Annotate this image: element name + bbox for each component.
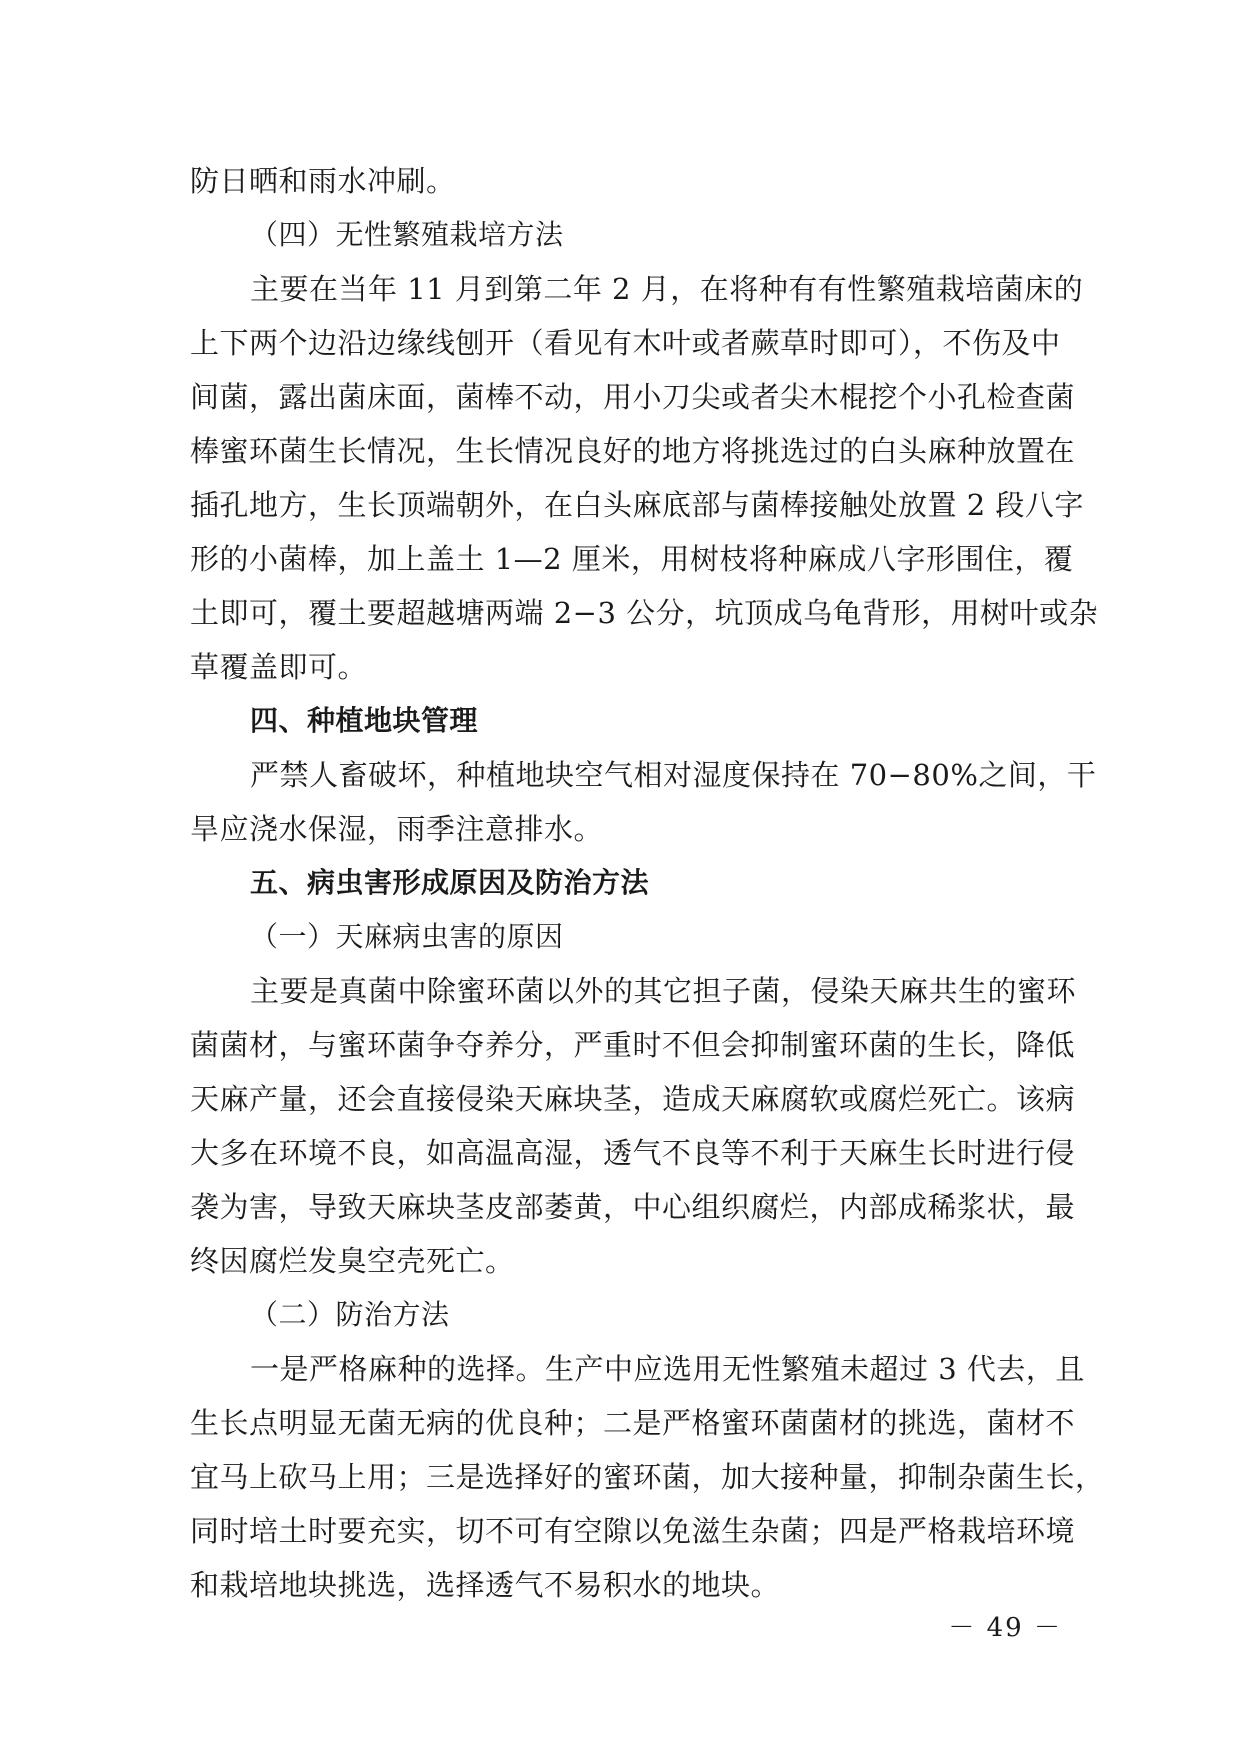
section-heading [190, 856, 1050, 910]
paragraph [190, 748, 1097, 856]
text-line: 终因腐烂发臭空壳死亡。 [190, 1244, 515, 1278]
paragraph [190, 262, 1099, 694]
text-line: 四、种植地块管理 [250, 704, 479, 737]
text-line: 菌菌材，与蜜环菌争夺养分，严重时不但会抑制蜜环菌的生长，降低 [190, 1028, 1076, 1062]
text-line: 同时培土时要充实，切不可有空隙以免滋生杂菌；四是严格栽培环境 [190, 1514, 1076, 1548]
text-line: （一）天麻病虫害的原因 [250, 920, 564, 953]
section-subheading [190, 1288, 1050, 1342]
text-line: 土即可，覆土要超越塘两端 2−3 公分，坑顶成乌龟背形，用树叶或杂 [190, 596, 1099, 630]
text-line: 防日晒和雨水冲刷。 [190, 164, 456, 198]
text-line: 插孔地方，生长顶端朝外，在白头麻底部与菌棒接触处放置 2 段八字 [190, 488, 1084, 522]
text-line: 生长点明显无菌无病的优良种；二是严格蜜环菌菌材的挑选，菌材不 [190, 1406, 1076, 1440]
text-line: 间菌，露出菌床面，菌棒不动，用小刀尖或者尖木棍挖个小孔检查菌 [190, 380, 1076, 414]
text-line: 旱应浇水保湿，雨季注意排水。 [190, 812, 604, 846]
text-line: 主要是真菌中除蜜环菌以外的其它担子菌，侵染天麻共生的蜜环 [250, 974, 1077, 1008]
text-line: 宜马上砍马上用；三是选择好的蜜环菌，加大接种量，抑制杂菌生长， [190, 1460, 1105, 1494]
section-heading [190, 694, 1050, 748]
text-line: 棒蜜环菌生长情况，生长情况良好的地方将挑选过的白头麻种放置在 [190, 434, 1076, 468]
text-line: 天麻产量，还会直接侵染天麻块茎，造成天麻腐软或腐烂死亡。该病 [190, 1082, 1076, 1116]
paragraph [190, 1342, 1105, 1612]
text-line: 形的小菌棒，加上盖土 1—2 厘米，用树枝将种麻成八字形围住，覆 [190, 542, 1074, 576]
text-line: 袭为害，导致天麻块茎皮部萎黄，中心组织腐烂，内部成稀浆状，最 [190, 1190, 1076, 1224]
text-line: （二）防治方法 [250, 1298, 450, 1331]
text-line: 一是严格麻种的选择。生产中应选用无性繁殖未超过 3 代去，且 [250, 1352, 1085, 1386]
text-line: 五、病虫害形成原因及防治方法 [250, 866, 650, 899]
text-line: （四）无性繁殖栽培方法 [250, 218, 564, 251]
text-line: 大多在环境不良，如高温高湿，透气不良等不利于天麻生长时进行侵 [190, 1136, 1076, 1170]
section-subheading [190, 208, 1050, 262]
text-line: 草覆盖即可。 [190, 650, 368, 684]
paragraph [190, 964, 1077, 1288]
text-line: 主要在当年 11 月到第二年 2 月，在将种有有性繁殖栽培菌床的 [250, 272, 1084, 306]
text-line: 严禁人畜破坏，种植地块空气相对湿度保持在 70−80%之间，干 [250, 758, 1097, 792]
text-line: 和栽培地块挑选，选择透气不易积水的地块。 [190, 1568, 781, 1602]
document-body [190, 154, 1105, 1612]
text-line: 上下两个边沿边缘线刨开（看见有木叶或者蕨草时即可），不伤及中 [190, 326, 1061, 360]
paragraph-continuation [190, 154, 1050, 208]
page-number: － 49 － [948, 1613, 1062, 1643]
section-subheading [190, 910, 1050, 964]
